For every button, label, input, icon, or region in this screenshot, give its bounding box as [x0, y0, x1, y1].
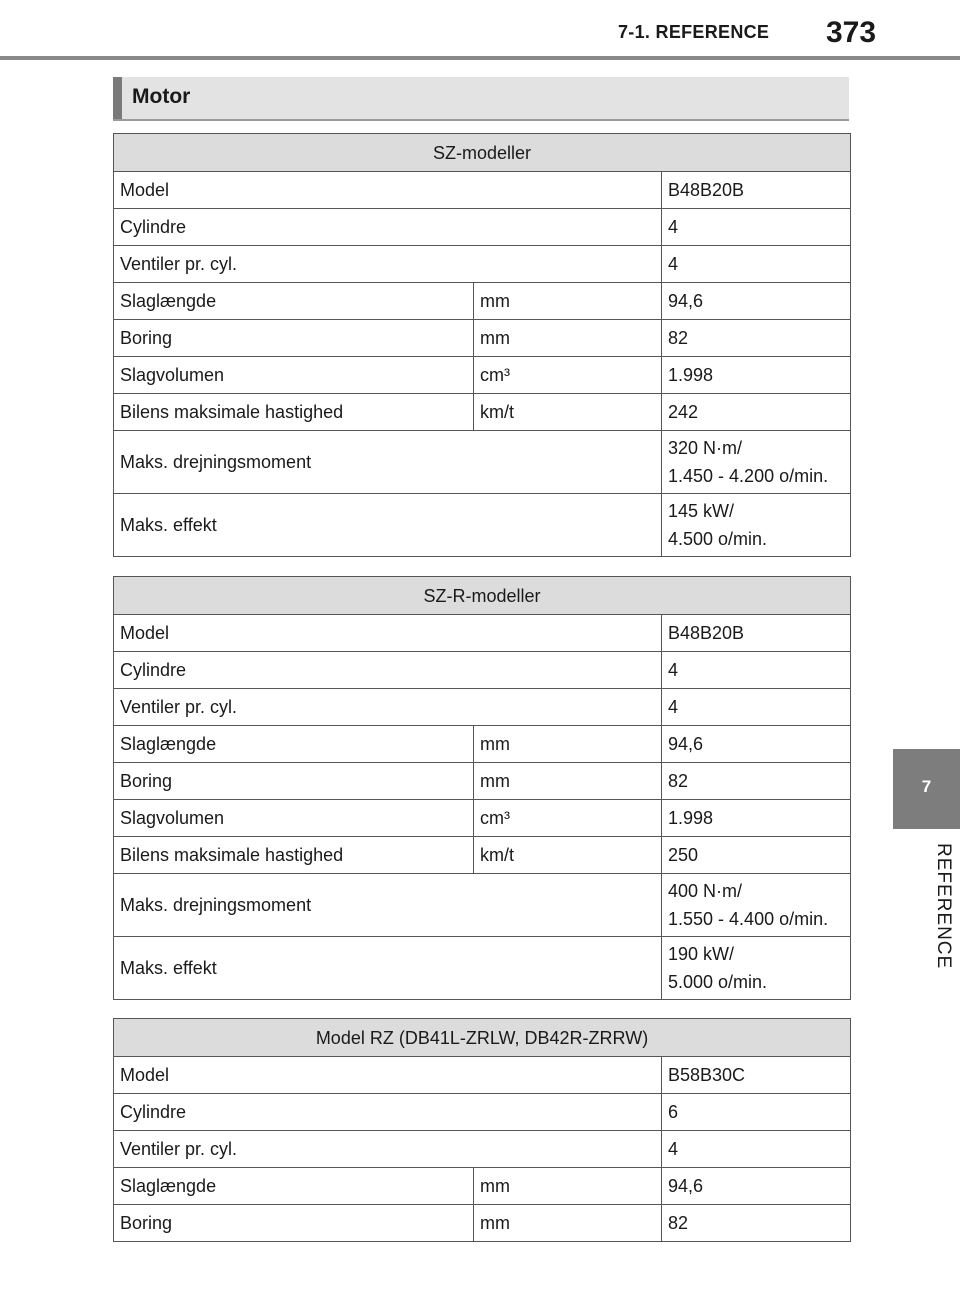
table-caption: SZ-modeller: [114, 134, 851, 172]
spec-unit: mm: [474, 1168, 662, 1205]
spec-value: 6: [662, 1094, 851, 1131]
page-number: 373: [826, 16, 877, 49]
spec-value: [662, 431, 851, 494]
spec-unit: km/t: [474, 837, 662, 874]
spec-label: Slaglængde: [114, 283, 474, 320]
spec-unit: cm³: [474, 800, 662, 837]
spec-value: 94,6: [662, 1168, 851, 1205]
spec-value: 1.998: [662, 800, 851, 837]
spec-value: 242: [662, 394, 851, 431]
spec-label: Slagvolumen: [114, 800, 474, 837]
table-row: [114, 209, 851, 246]
spec-label: Ventiler pr. cyl.: [114, 1131, 662, 1168]
spec-value: 94,6: [662, 726, 851, 763]
table-row: [114, 1057, 851, 1094]
spec-label: Cylindre: [114, 209, 662, 246]
spec-label: Boring: [114, 763, 474, 800]
spec-value: 1.998: [662, 357, 851, 394]
table-row: [114, 394, 851, 431]
spec-unit: mm: [474, 726, 662, 763]
spec-value-line1: 145 kW/: [668, 501, 735, 521]
table-row: [114, 763, 851, 800]
spec-value: 94,6: [662, 283, 851, 320]
chapter-side-label: REFERENCE: [933, 843, 954, 970]
spec-label: Cylindre: [114, 652, 662, 689]
spec-value: 4: [662, 689, 851, 726]
chapter-tab: [893, 749, 960, 829]
spec-value-line1: 320 N·m/: [668, 438, 743, 458]
spec-value: B58B30C: [662, 1057, 851, 1094]
header-rule: [0, 56, 960, 60]
spec-value: 82: [662, 1205, 851, 1242]
spec-label: Ventiler pr. cyl.: [114, 246, 662, 283]
table-row: [114, 246, 851, 283]
table-row: [114, 1205, 851, 1242]
table-row: [114, 1168, 851, 1205]
section-title: Motor: [132, 85, 191, 108]
spec-value: 4: [662, 1131, 851, 1168]
spec-label: Model: [114, 615, 662, 652]
section-heading-bar: [113, 77, 849, 121]
spec-value: 4: [662, 652, 851, 689]
spec-label: Boring: [114, 320, 474, 357]
spec-label: Ventiler pr. cyl.: [114, 689, 662, 726]
section-heading-accent: [113, 77, 122, 119]
table-row: [114, 937, 851, 1000]
running-header-section: 7-1. REFERENCE: [618, 22, 770, 42]
spec-value-line2: 4.500 o/min.: [668, 529, 768, 549]
spec-label: Maks. effekt: [114, 494, 662, 557]
table-row: [114, 689, 851, 726]
spec-value: [662, 874, 851, 937]
spec-label: Slagvolumen: [114, 357, 474, 394]
table-caption: SZ-R-modeller: [114, 577, 851, 615]
spec-label: Cylindre: [114, 1094, 662, 1131]
table-row: [114, 172, 851, 209]
spec-label: Maks. effekt: [114, 937, 662, 1000]
table-row: [114, 615, 851, 652]
spec-value-line2: 1.550 - 4.400 o/min.: [668, 909, 829, 929]
spec-value: 4: [662, 246, 851, 283]
spec-value: [662, 494, 851, 557]
spec-value-line2: 5.000 o/min.: [668, 972, 768, 992]
table-row: [114, 652, 851, 689]
table-row: [114, 1131, 851, 1168]
spec-label: Bilens maksimale hastighed: [114, 837, 474, 874]
spec-value: [662, 937, 851, 1000]
spec-unit: km/t: [474, 394, 662, 431]
spec-value-line1: 190 kW/: [668, 944, 735, 964]
spec-label: Slaglængde: [114, 1168, 474, 1205]
table-row: [114, 357, 851, 394]
spec-label: Bilens maksimale hastighed: [114, 394, 474, 431]
spec-value: B48B20B: [662, 172, 851, 209]
spec-label: Maks. drejningsmoment: [114, 431, 662, 494]
spec-unit: mm: [474, 320, 662, 357]
spec-value-line1: 400 N·m/: [668, 881, 743, 901]
sz-table: [113, 133, 851, 557]
table-row: [114, 494, 851, 557]
table-row: [114, 320, 851, 357]
table-row: [114, 874, 851, 937]
spec-value: 250: [662, 837, 851, 874]
table-caption: Model RZ (DB41L-ZRLW, DB42R-ZRRW): [114, 1019, 851, 1057]
spec-unit: mm: [474, 283, 662, 320]
table-row: [114, 837, 851, 874]
rz-table: [113, 1018, 851, 1242]
sz-r-table: [113, 576, 851, 1000]
spec-label: Maks. drejningsmoment: [114, 874, 662, 937]
spec-label: Model: [114, 172, 662, 209]
spec-unit: cm³: [474, 357, 662, 394]
table-row: [114, 431, 851, 494]
spec-value: 82: [662, 763, 851, 800]
spec-label: Slaglængde: [114, 726, 474, 763]
table-row: [114, 726, 851, 763]
spec-value: 4: [662, 209, 851, 246]
table-row: [114, 1094, 851, 1131]
spec-unit: mm: [474, 1205, 662, 1242]
chapter-tab-number: 7: [921, 777, 932, 796]
table-row: [114, 283, 851, 320]
spec-value-line2: 1.450 - 4.200 o/min.: [668, 466, 829, 486]
table-row: [114, 800, 851, 837]
spec-label: Model: [114, 1057, 662, 1094]
spec-label: Boring: [114, 1205, 474, 1242]
spec-unit: mm: [474, 763, 662, 800]
spec-value: B48B20B: [662, 615, 851, 652]
spec-value: 82: [662, 320, 851, 357]
